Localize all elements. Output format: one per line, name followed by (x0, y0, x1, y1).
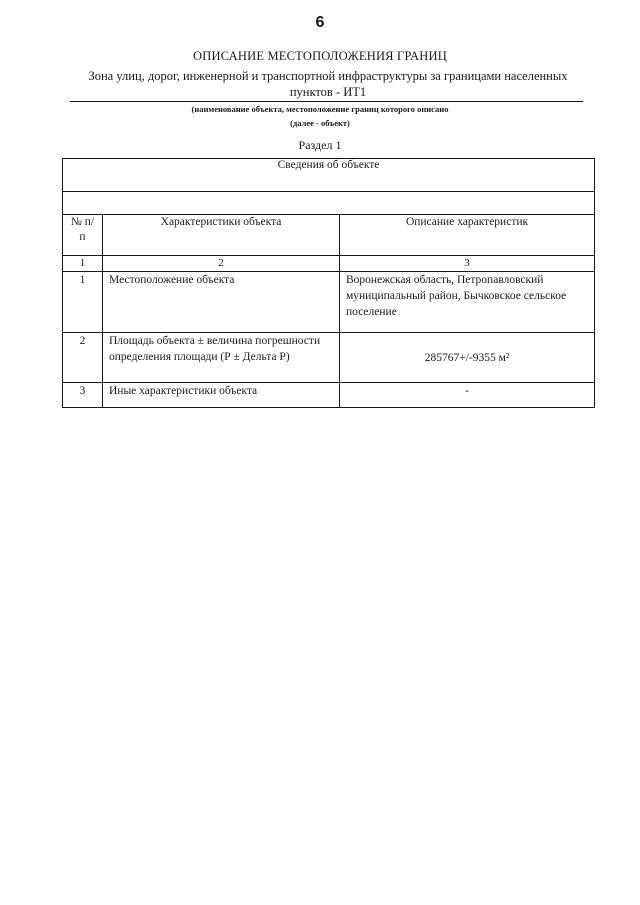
object-info-table (62, 158, 595, 408)
page-number: 6 (315, 14, 325, 31)
row-characteristic: Иные характеристики объекта (103, 383, 340, 408)
row-num: 3 (63, 383, 103, 408)
index-cell: 2 (103, 256, 340, 272)
row-num: 2 (63, 333, 103, 383)
object-name-underline (70, 101, 583, 102)
table-blank-cell (63, 192, 595, 215)
row-characteristic: Площадь объекта ± величина погрешности определения площади (Р ± Дельта Р) (103, 333, 340, 383)
row-description: 285767+/-9355 м² (340, 333, 595, 383)
table-row (63, 383, 595, 408)
table-row (63, 333, 595, 383)
header-description: Описание характеристик (340, 215, 595, 256)
header-characteristic: Характеристики объекта (103, 215, 340, 256)
row-description: Воронежская область, Петропавловский муниципальный район, Бычковское сельское поселение (340, 272, 595, 333)
caption-line-1: (наименование объекта, местоположение границ которого описано (191, 104, 449, 114)
table-row (63, 272, 595, 333)
section-label: Раздел 1 (298, 138, 342, 152)
table-title-row (63, 159, 595, 192)
header-num: № п/п (63, 215, 103, 256)
index-cell: 3 (340, 256, 595, 272)
index-cell: 1 (63, 256, 103, 272)
table-title: Сведения об объекте (63, 159, 595, 192)
table-blank-row (63, 192, 595, 215)
table-index-row (63, 256, 595, 272)
table-header-row (63, 215, 595, 256)
row-num: 1 (63, 272, 103, 333)
row-characteristic: Местоположение объекта (103, 272, 340, 333)
caption-line-2: (далее - объект) (290, 118, 350, 128)
document-title: ОПИСАНИЕ МЕСТОПОЛОЖЕНИЯ ГРАНИЦ (193, 49, 447, 63)
row-description: - (340, 383, 595, 408)
object-name: Зона улиц, дорог, инженерной и транспортной инфраструктуры за границами населенных пунктов - ИТ1 (88, 69, 568, 99)
